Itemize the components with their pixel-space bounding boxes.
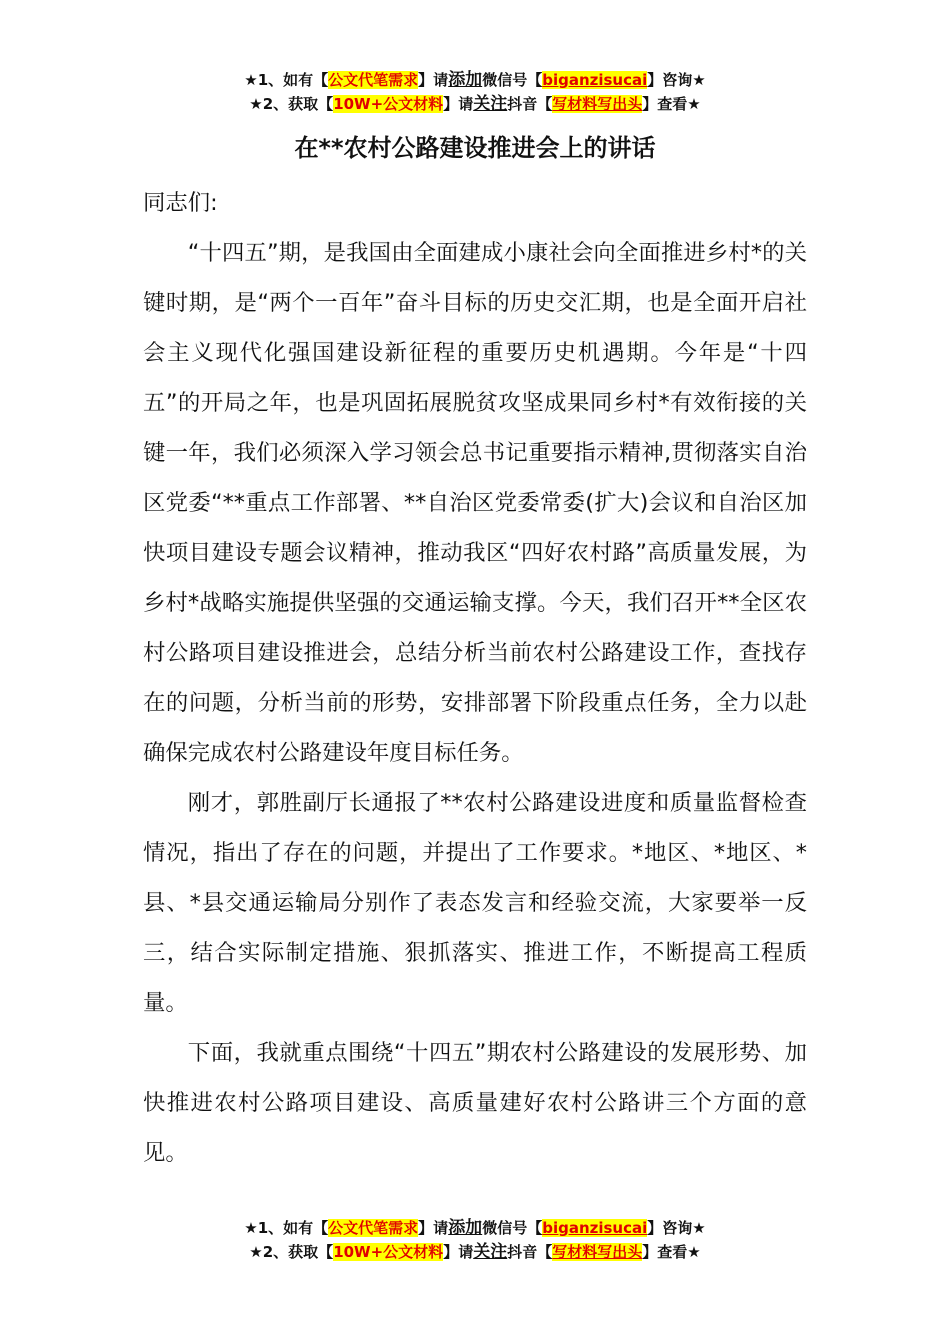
douyin-account-link[interactable]: 写材料写出头 bbox=[552, 95, 643, 113]
document-title: 在**农村公路建设推进会上的讲话 bbox=[294, 134, 656, 162]
header-banner bbox=[0, 68, 950, 116]
banner-text: 】请 bbox=[418, 1219, 449, 1237]
banner-line-1 bbox=[0, 1216, 950, 1240]
wechat-id-link[interactable]: biganzisucai bbox=[542, 71, 648, 89]
banner-line-1 bbox=[0, 68, 950, 92]
service-highlight: 公文代笔需求 bbox=[328, 1219, 419, 1237]
banner-text: 抖音【 bbox=[507, 95, 553, 113]
materials-highlight: 10W+公文材料 bbox=[333, 95, 444, 113]
banner-text: ★1、如有【 bbox=[244, 71, 329, 89]
banner-text: ★2、获取【 bbox=[249, 95, 334, 113]
banner-text: 微信号【 bbox=[482, 1219, 543, 1237]
service-highlight: 公文代笔需求 bbox=[328, 71, 419, 89]
banner-emphasis: 关注 bbox=[473, 1242, 508, 1262]
banner-line-2 bbox=[0, 92, 950, 116]
document-body bbox=[143, 178, 807, 1178]
banner-text: ★2、获取【 bbox=[249, 1243, 334, 1261]
wechat-id-link[interactable]: biganzisucai bbox=[542, 1219, 648, 1237]
body-paragraph: 下面，我就重点围绕“十四五”期农村公路建设的发展形势、加快推进农村公路项目建设、高质量建好农村公路讲三个方面的意见。 bbox=[143, 1040, 807, 1166]
banner-text: 】请 bbox=[443, 1243, 474, 1261]
banner-text: 微信号【 bbox=[482, 71, 543, 89]
banner-line-2 bbox=[0, 1240, 950, 1264]
banner-text: 】请 bbox=[418, 71, 449, 89]
body-paragraph: 刚才，郭胜副厅长通报了**农村公路建设进度和质量监督检查情况，指出了存在的问题，并提出了工作要求。*地区、*地区、*县、*县交通运输局分别作了表态发言和经验交流，大家要举一反三，结合实际制定措施、狠抓落实、推进工作，不断提高工程质量。 bbox=[143, 790, 807, 1016]
footer-banner bbox=[0, 1216, 950, 1264]
banner-text: 】查看★ bbox=[642, 1243, 701, 1261]
banner-text: 】咨询★ bbox=[647, 1219, 706, 1237]
banner-text: 】查看★ bbox=[642, 95, 701, 113]
banner-emphasis: 关注 bbox=[473, 94, 508, 114]
banner-text: 】咨询★ bbox=[647, 71, 706, 89]
banner-text: 抖音【 bbox=[507, 1243, 553, 1261]
salutation: 同志们: bbox=[143, 190, 218, 216]
banner-emphasis: 添加 bbox=[448, 1218, 483, 1238]
materials-highlight: 10W+公文材料 bbox=[333, 1243, 444, 1261]
banner-emphasis: 添加 bbox=[448, 70, 483, 90]
banner-text: 】请 bbox=[443, 95, 474, 113]
banner-text: ★1、如有【 bbox=[244, 1219, 329, 1237]
douyin-account-link[interactable]: 写材料写出头 bbox=[552, 1243, 643, 1261]
body-paragraph: “十四五”期，是我国由全面建成小康社会向全面推进乡村*的关键时期，是“两个一百年”奋斗目标的历史交汇期，也是全面开启社会主义现代化强国建设新征程的重要历史机遇期。今年是“十四五”的开局之年，也是巩固拓展脱贫攻坚成果同乡村*有效衔接的关键一年，我们必须深入学习领会总书记重要指示精神,贯彻落实自治区党委“**重点工作部署、**自治区党委常委(扩大)会议和自治区加快项目建设专题会议精神，推动我区“四好农村路”高质量发展，为乡村*战略实施提供坚强的交通运输支撑。今天，我们召开**全区农村公路项目建设推进会，总结分析当前农村公路建设工作，查找存在的问题，分析当前的形势，安排部署下阶段重点任务，全力以赴确保完成农村公路建设年度目标任务。 bbox=[143, 240, 807, 766]
